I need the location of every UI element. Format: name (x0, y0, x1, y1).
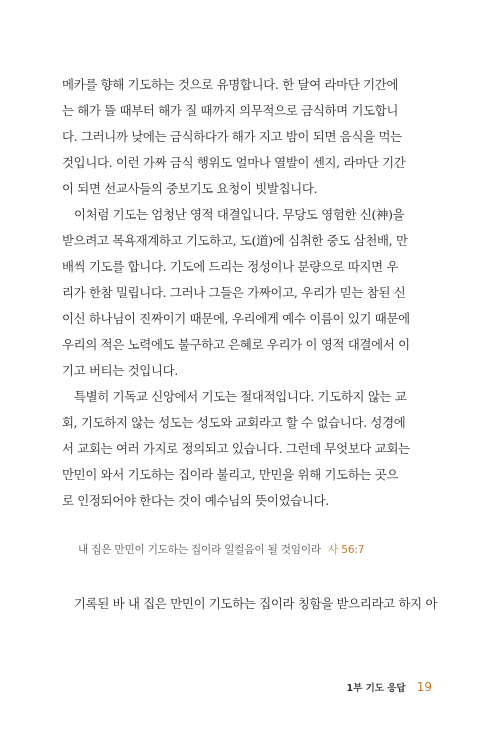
body-text (62, 72, 434, 514)
body-line: 서 교회는 여러 가지로 정의되고 있습니다. 그런데 무엇보다 교회는 (62, 441, 410, 456)
page-footer (347, 676, 433, 695)
body-line: 리가 한참 밀립니다. 그러나 그들은 가짜이고, 우리가 믿는 참된 신 (62, 285, 406, 300)
body-line: 는 해가 뜰 때부터 해가 질 때까지 의무적으로 금식하며 기도합니 (62, 103, 399, 118)
trailing-paragraph: 기록된 바 내 집은 만민이 기도하는 집이라 칭함을 받으리라고 하지 아 (74, 596, 438, 611)
body-line: 특별히 기독교 신앙에서 기도는 절대적입니다. 기도하지 않는 교 (74, 389, 407, 404)
body-line: 로 인정되어야 한다는 것이 예수님의 뜻이었습니다. (62, 493, 329, 508)
body-line: 회, 기도하지 않는 성도는 성도와 교회라고 할 수 없습니다. 성경에 (62, 415, 406, 430)
quote-reference: 사 56:7 (328, 544, 365, 556)
body-line: 메카를 향해 기도하는 것으로 유명합니다. 한 달여 라마단 기간에 (62, 77, 399, 92)
body-line: 이신 하나님이 진짜이기 때문에, 우리에게 예수 이름이 있기 때문에 (62, 311, 410, 326)
body-line: 우리의 적은 노력에도 불구하고 은혜로 우리가 이 영적 대결에서 이 (62, 337, 410, 352)
body-line: 기고 버티는 것입니다. (62, 363, 178, 378)
body-line: 받으려고 목욕재계하고 기도하고, 도(道)에 심취한 중도 삼천배, 만 (62, 233, 408, 248)
body-line: 이처럼 기도는 엄청난 영적 대결입니다. 무당도 영험한 신(神)을 (74, 207, 405, 222)
quote-text: 내 집은 만민이 기도하는 집이라 일컬음이 될 것임이라 (78, 544, 321, 556)
scripture-quote (78, 541, 438, 559)
section-title: 1부 기도 응답 (346, 683, 406, 694)
body-line: 다. 그러니까 낮에는 금식하다가 해가 지고 밤이 되면 음식을 먹는 (62, 129, 402, 144)
body-line: 만민이 와서 기도하는 집이라 불리고, 만민을 위해 기도하는 곳으 (62, 467, 399, 482)
body-line: 것입니다. 이런 가짜 금식 행위도 얼마나 열발이 센지, 라마단 기간 (62, 155, 406, 170)
body-line: 이 되면 선교사들의 중보기도 요청이 빗발칩니다. (62, 181, 318, 196)
body-line: 배씩 기도를 합니다. 기도에 드리는 정성이나 분량으로 따지면 우 (62, 259, 399, 274)
page-number: 19 (416, 680, 432, 694)
